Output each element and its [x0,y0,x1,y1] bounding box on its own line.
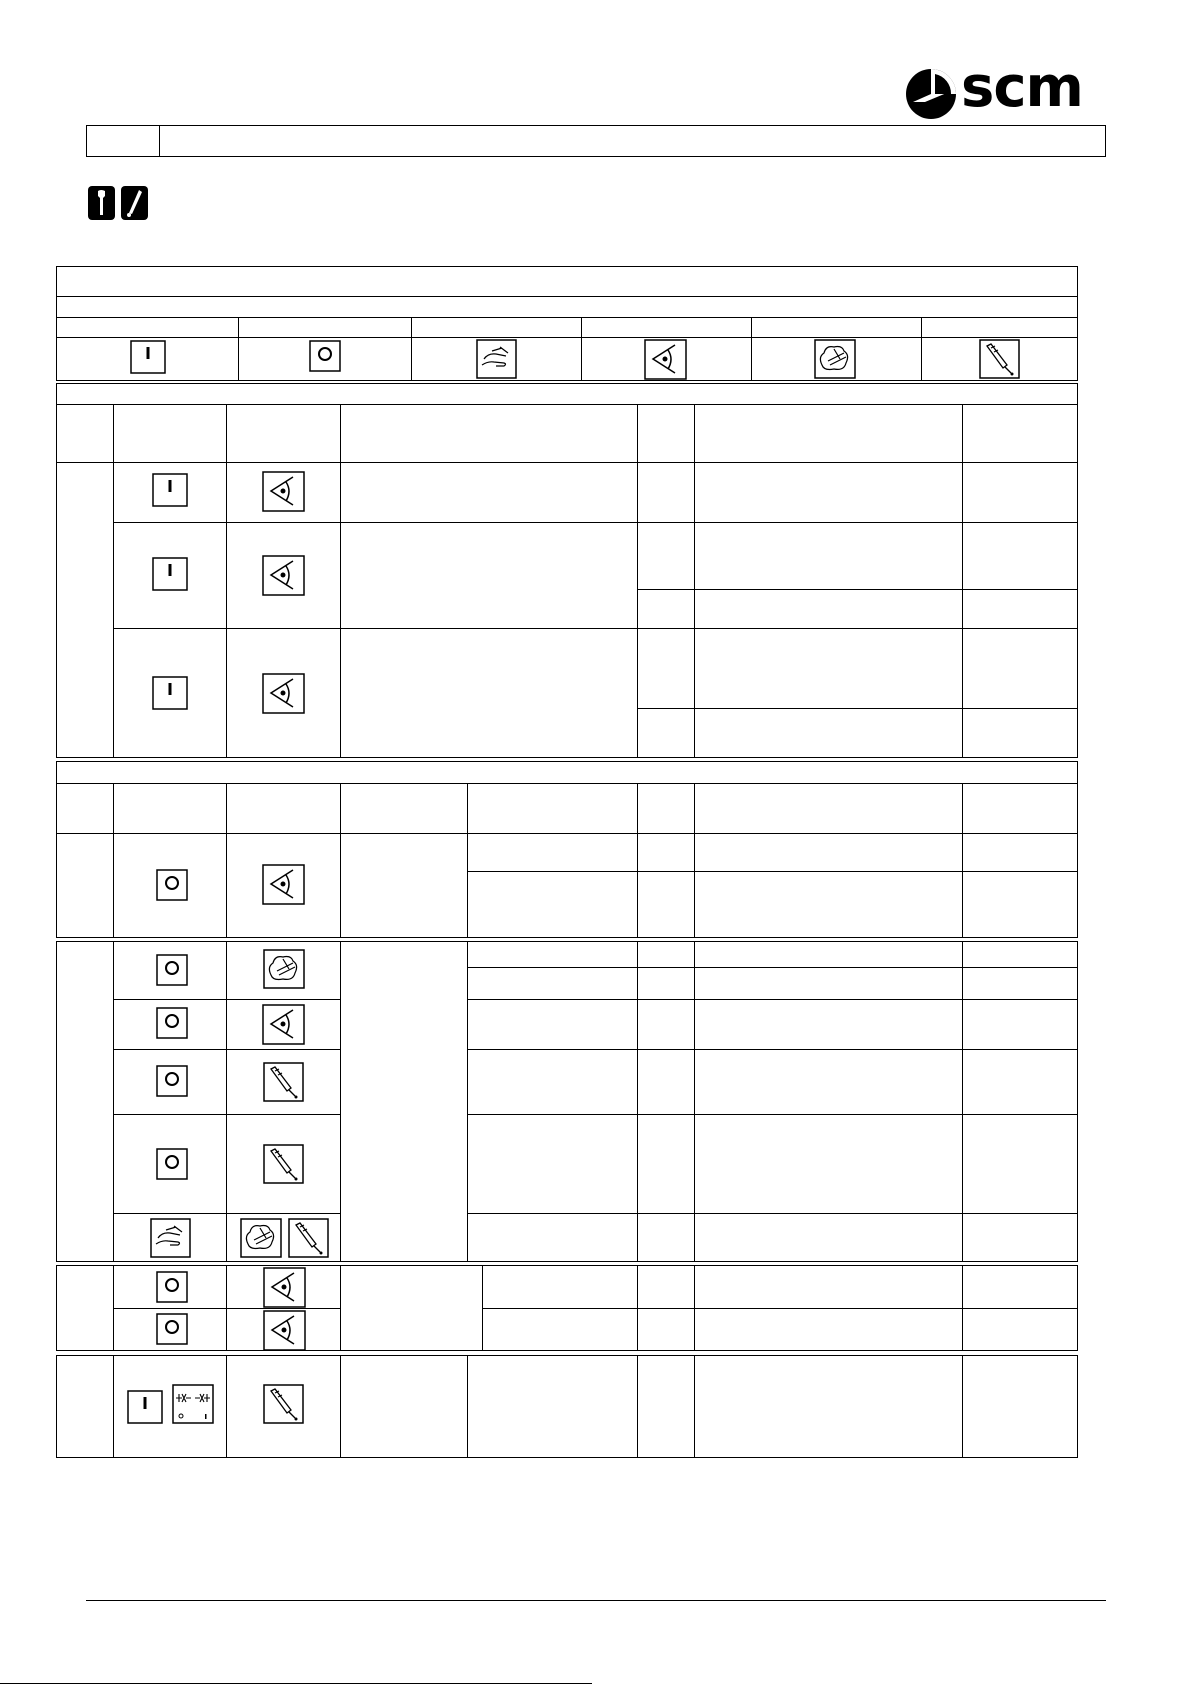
footnote-rule [0,1683,592,1684]
switch-on-icon [130,340,166,374]
scm-logo [905,55,1107,120]
clean-hand-icon [263,949,305,989]
hand-touch-icon [476,339,517,379]
switch-on-icon [152,676,188,710]
hand-touch-icon [150,1218,191,1258]
switch-off-icon [156,1065,188,1097]
eye-inspect-icon [262,1004,305,1045]
eye-inspect-icon [262,864,305,905]
header-box [86,125,1106,157]
grease-gun-icon [288,1218,329,1258]
logo-text: scm [961,55,1083,120]
switch-off-icon [156,1148,188,1180]
switch-on-icon [152,557,188,591]
eye-inspect-icon [262,555,305,596]
switch-on-icon [152,473,188,507]
eye-inspect-icon [263,1267,306,1308]
switch-off-icon [156,869,188,901]
grease-gun-icon [263,1384,304,1424]
eye-inspect-icon [262,673,305,714]
switch-off-icon [156,1271,188,1303]
legend-table [56,266,1078,381]
switch-off-icon [156,1313,188,1345]
switch-off-icon [309,340,341,372]
footer-rule [86,1600,1106,1601]
switch-off-icon [156,1007,188,1039]
eye-inspect-icon [263,1310,306,1351]
grease-gun-icon [263,1062,304,1102]
wrench-icon [88,186,115,220]
section2-table [56,761,1078,938]
grease-gun-icon [979,339,1020,379]
clean-hand-icon [240,1218,282,1258]
switch-on-icon [127,1390,163,1424]
section1-table [56,383,1078,758]
eye-inspect-icon [262,471,305,512]
clean-hand-icon [814,339,856,379]
logo-mark-icon [905,68,957,120]
eye-inspect-icon [644,339,687,380]
selector-switch-icon [172,1384,214,1424]
header-divider [159,126,160,156]
grease-gun-icon [263,1144,304,1184]
switch-off-icon [156,954,188,986]
screwdriver-icon [121,186,148,220]
